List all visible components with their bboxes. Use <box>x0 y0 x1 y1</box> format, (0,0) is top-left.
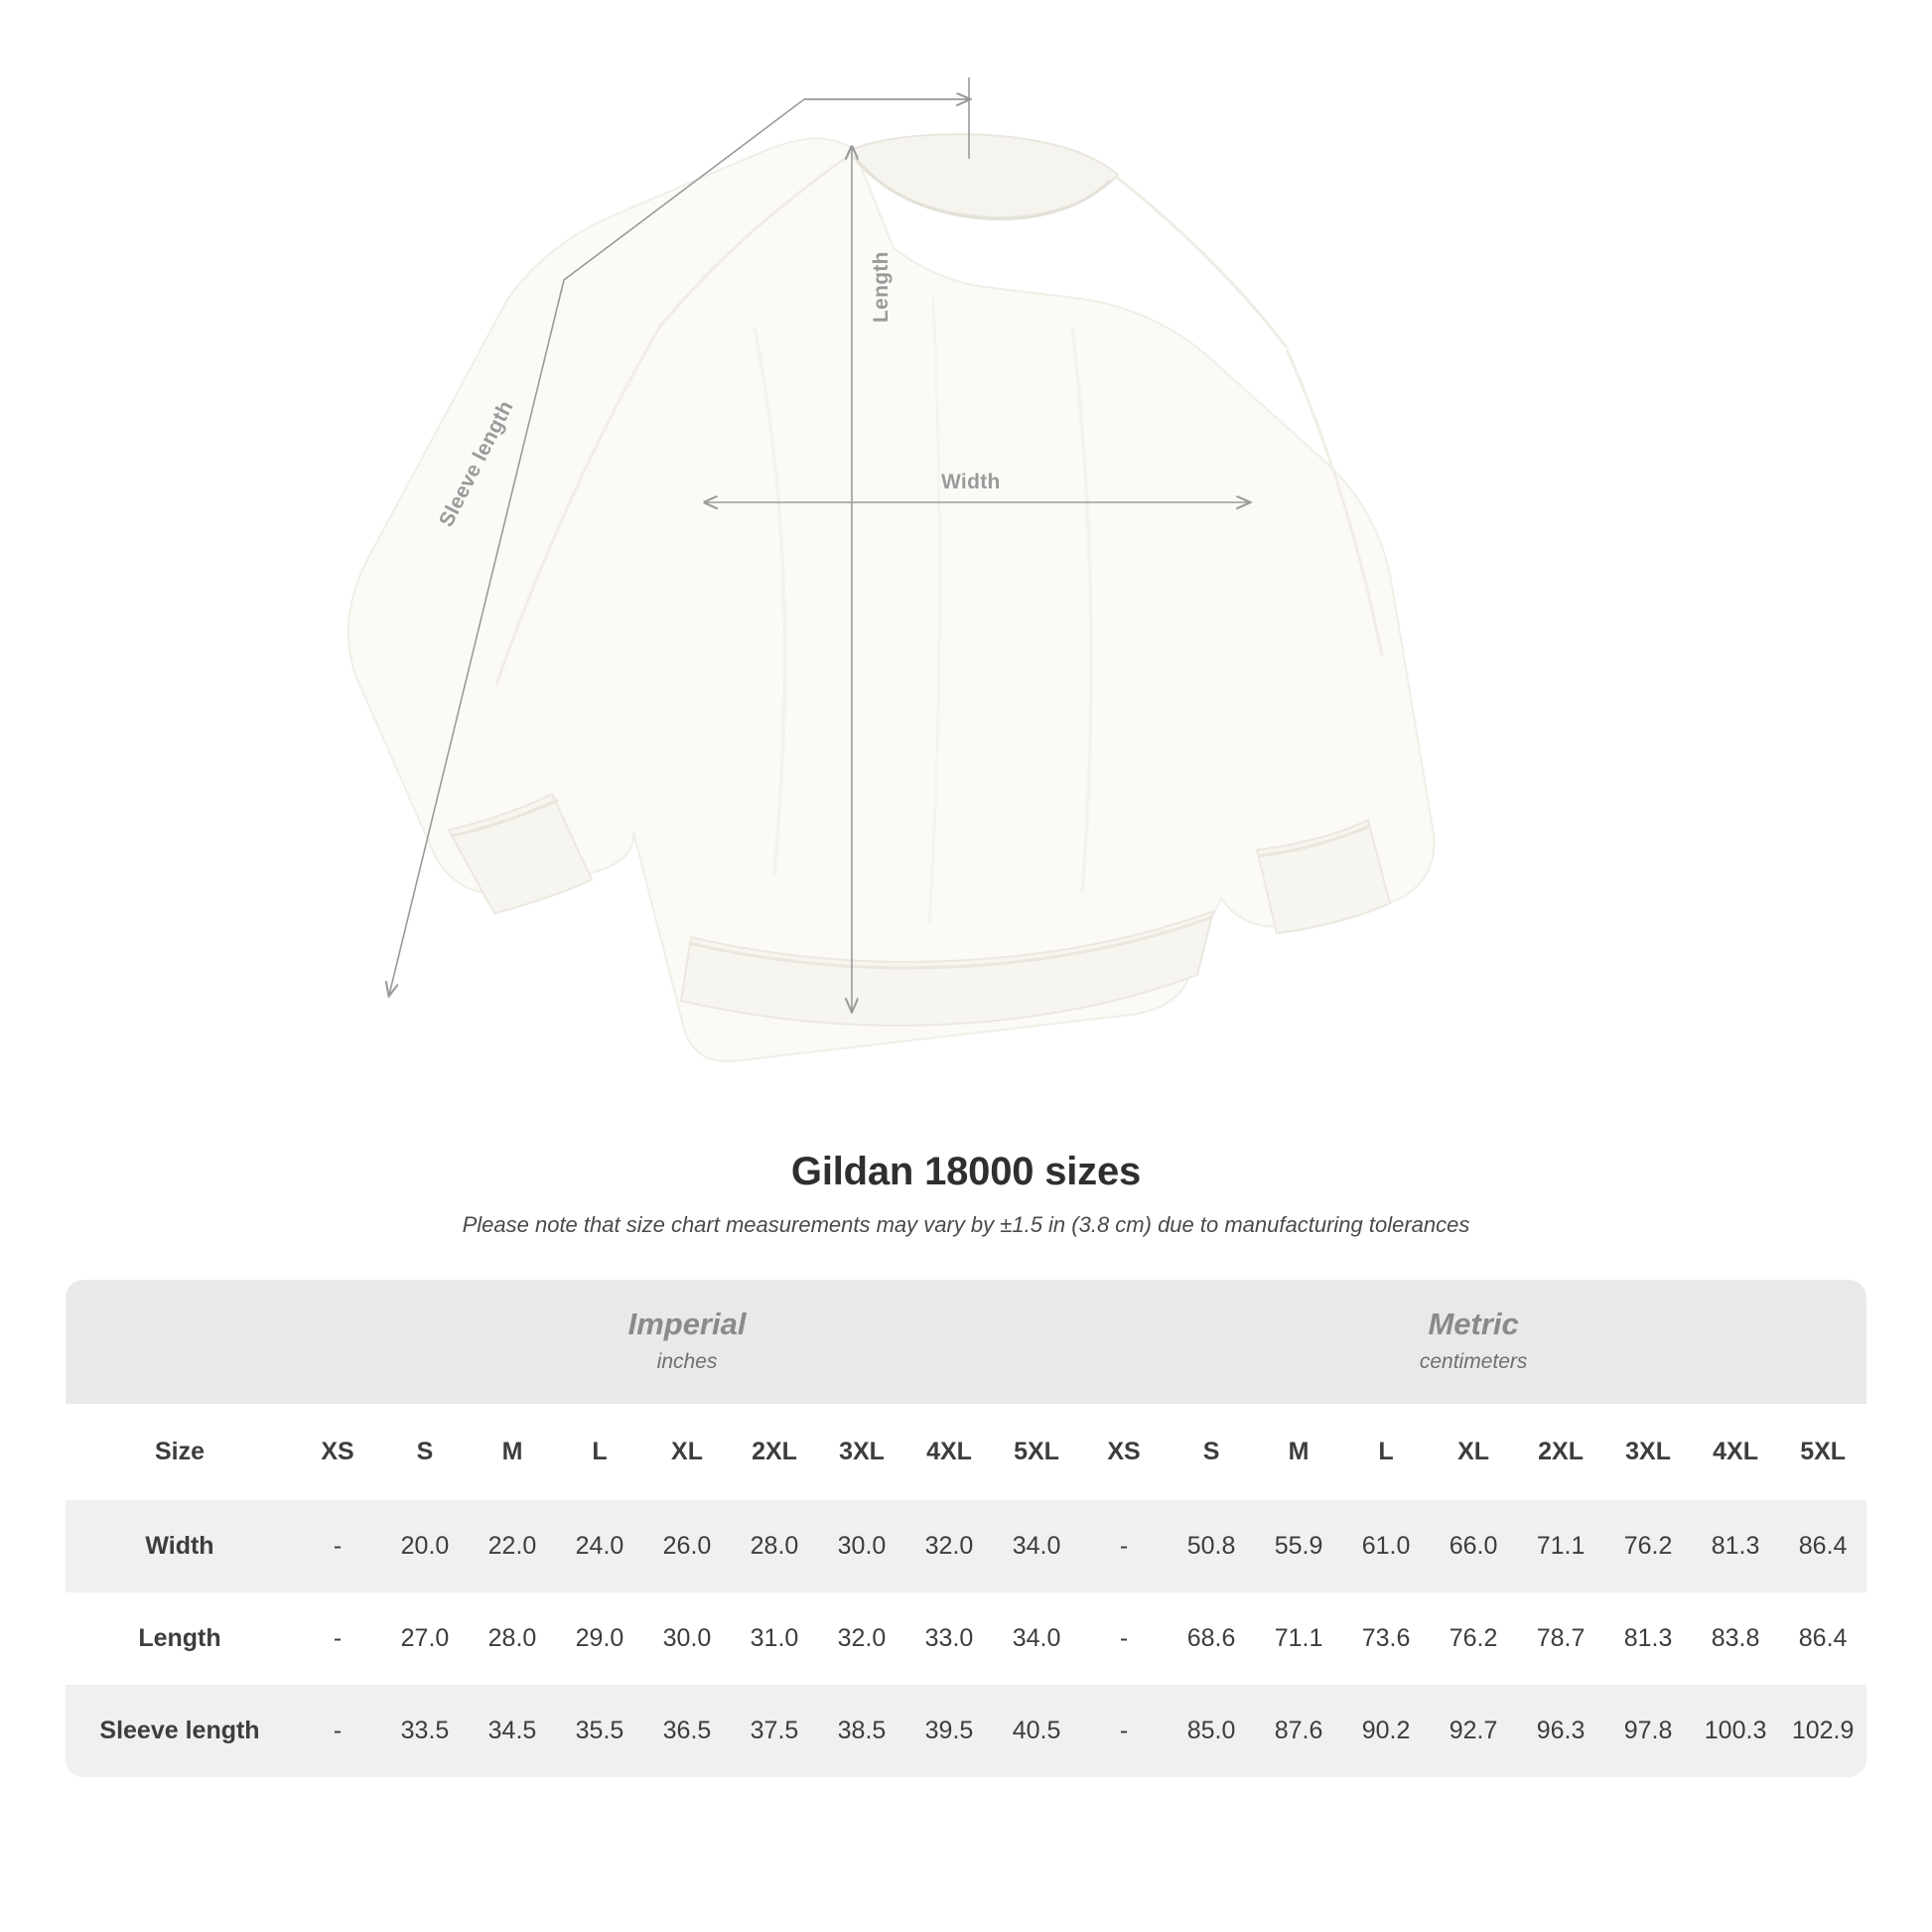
size-header-metric-5xl: 5XL <box>1779 1404 1866 1500</box>
table-row-sleeve-length <box>66 1685 1866 1777</box>
width-imperial-xl: 26.0 <box>643 1500 731 1592</box>
size-header-imperial-xs: XS <box>294 1404 381 1500</box>
unit-metric-sub: centimeters <box>1419 1349 1528 1373</box>
sleeve-metric-5xl: 102.9 <box>1779 1685 1866 1777</box>
sleeve-imperial-5xl: 40.5 <box>993 1685 1080 1777</box>
size-header-imperial-5xl: 5XL <box>993 1404 1080 1500</box>
title-block <box>0 1150 1932 1238</box>
sleeve-metric-2xl: 96.3 <box>1517 1685 1604 1777</box>
sleeve-metric-m: 87.6 <box>1255 1685 1342 1777</box>
sleeve-metric-l: 90.2 <box>1342 1685 1430 1777</box>
width-imperial-3xl: 30.0 <box>818 1500 905 1592</box>
size-header-imperial-l: L <box>556 1404 643 1500</box>
table-row-length <box>66 1592 1866 1685</box>
tolerance-note: Please note that size chart measurements may vary by ±1.5 in (3.8 cm) due to manufacturing tolerances <box>462 1212 1470 1237</box>
size-header-metric-m: M <box>1255 1404 1342 1500</box>
length-metric-2xl: 78.7 <box>1517 1592 1604 1685</box>
length-imperial-2xl: 31.0 <box>731 1592 818 1685</box>
width-metric-4xl: 81.3 <box>1692 1500 1779 1592</box>
width-metric-5xl: 86.4 <box>1779 1500 1866 1592</box>
table-row-width <box>66 1500 1866 1592</box>
length-imperial-4xl: 33.0 <box>905 1592 993 1685</box>
size-header-imperial-3xl: 3XL <box>818 1404 905 1500</box>
size-header-imperial-m: M <box>469 1404 556 1500</box>
unit-imperial-system: Imperial <box>627 1307 747 1341</box>
length-imperial-5xl: 34.0 <box>993 1592 1080 1685</box>
sleeve-imperial-s: 33.5 <box>381 1685 469 1777</box>
size-table-wrapper <box>66 1280 1866 1777</box>
sleeve-imperial-m: 34.5 <box>469 1685 556 1777</box>
size-header-metric-2xl: 2XL <box>1517 1404 1604 1500</box>
width-label: Width <box>941 471 1001 493</box>
unit-spacer-cell <box>66 1280 294 1404</box>
length-imperial-xl: 30.0 <box>643 1592 731 1685</box>
sleeve-imperial-l: 35.5 <box>556 1685 643 1777</box>
size-header-metric-xs: XS <box>1080 1404 1168 1500</box>
width-metric-xl: 66.0 <box>1430 1500 1517 1592</box>
row-label-sleeve-length: Sleeve length <box>66 1685 294 1777</box>
width-imperial-2xl: 28.0 <box>731 1500 818 1592</box>
sleeve-metric-xs: - <box>1080 1685 1168 1777</box>
length-imperial-3xl: 32.0 <box>818 1592 905 1685</box>
width-metric-m: 55.9 <box>1255 1500 1342 1592</box>
sleeve-imperial-2xl: 37.5 <box>731 1685 818 1777</box>
length-metric-5xl: 86.4 <box>1779 1592 1866 1685</box>
size-header-metric-3xl: 3XL <box>1604 1404 1692 1500</box>
sleeve-imperial-xs: - <box>294 1685 381 1777</box>
unit-imperial-cell <box>294 1280 1080 1404</box>
unit-metric-cell <box>1080 1280 1866 1404</box>
length-metric-m: 71.1 <box>1255 1592 1342 1685</box>
width-metric-s: 50.8 <box>1168 1500 1255 1592</box>
row-label-length: Length <box>66 1592 294 1685</box>
size-header-metric-l: L <box>1342 1404 1430 1500</box>
length-metric-4xl: 83.8 <box>1692 1592 1779 1685</box>
width-metric-2xl: 71.1 <box>1517 1500 1604 1592</box>
sleeve-metric-s: 85.0 <box>1168 1685 1255 1777</box>
width-imperial-m: 22.0 <box>469 1500 556 1592</box>
unit-imperial-sub: inches <box>656 1349 718 1373</box>
width-imperial-s: 20.0 <box>381 1500 469 1592</box>
size-header-imperial-s: S <box>381 1404 469 1500</box>
size-header-imperial-xl: XL <box>643 1404 731 1500</box>
length-metric-s: 68.6 <box>1168 1592 1255 1685</box>
width-imperial-5xl: 34.0 <box>993 1500 1080 1592</box>
size-header-label: Size <box>66 1404 294 1500</box>
length-metric-l: 73.6 <box>1342 1592 1430 1685</box>
length-metric-xs: - <box>1080 1592 1168 1685</box>
unit-metric-system: Metric <box>1428 1307 1519 1341</box>
row-label-width: Width <box>66 1500 294 1592</box>
sleeve-imperial-xl: 36.5 <box>643 1685 731 1777</box>
page-title: Gildan 18000 sizes <box>790 1150 1142 1193</box>
sleeve-metric-4xl: 100.3 <box>1692 1685 1779 1777</box>
size-header-row <box>66 1404 1866 1500</box>
width-imperial-l: 24.0 <box>556 1500 643 1592</box>
width-metric-3xl: 76.2 <box>1604 1500 1692 1592</box>
length-label: Length <box>870 251 893 323</box>
length-imperial-l: 29.0 <box>556 1592 643 1685</box>
size-header-metric-xl: XL <box>1430 1404 1517 1500</box>
size-header-imperial-4xl: 4XL <box>905 1404 993 1500</box>
sleeve-metric-xl: 92.7 <box>1430 1685 1517 1777</box>
size-header-metric-4xl: 4XL <box>1692 1404 1779 1500</box>
width-imperial-xs: - <box>294 1500 381 1592</box>
length-metric-3xl: 81.3 <box>1604 1592 1692 1685</box>
length-imperial-m: 28.0 <box>469 1592 556 1685</box>
unit-header-row <box>66 1280 1866 1404</box>
size-table <box>66 1280 1866 1777</box>
sleeve-length-label: Sleeve length <box>435 396 518 531</box>
width-imperial-4xl: 32.0 <box>905 1500 993 1592</box>
sleeve-imperial-4xl: 39.5 <box>905 1685 993 1777</box>
length-metric-xl: 76.2 <box>1430 1592 1517 1685</box>
size-header-metric-s: S <box>1168 1404 1255 1500</box>
length-imperial-s: 27.0 <box>381 1592 469 1685</box>
sleeve-metric-3xl: 97.8 <box>1604 1685 1692 1777</box>
size-header-imperial-2xl: 2XL <box>731 1404 818 1500</box>
width-metric-l: 61.0 <box>1342 1500 1430 1592</box>
width-metric-xs: - <box>1080 1500 1168 1592</box>
length-imperial-xs: - <box>294 1592 381 1685</box>
sleeve-imperial-3xl: 38.5 <box>818 1685 905 1777</box>
